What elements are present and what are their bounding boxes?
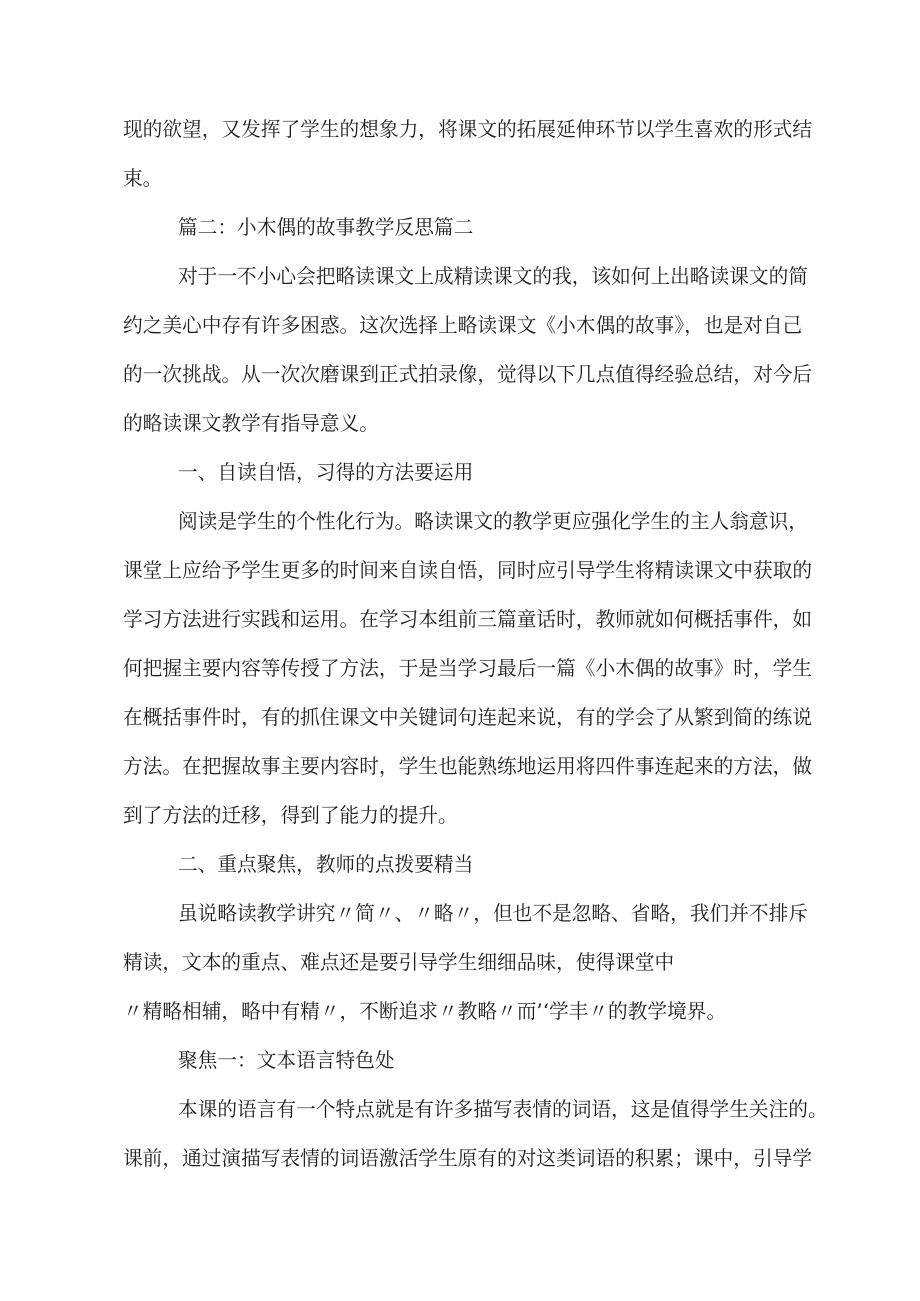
text-line: 何把握主要内容等传授了方法，于是当学习最后一篇《小木偶的故事》时，学生	[123, 657, 813, 680]
text-line: 课前，通过演描写表情的词语激活学生原有的对这类词语的积累；课中，引导学	[123, 1147, 813, 1170]
text-line: 现的欲望，又发挥了学生的想象力，将课文的拓展延伸环节以学生喜欢的形式结	[123, 118, 813, 141]
text-line-section-heading: 篇二：小木偶的故事教学反思篇二	[178, 216, 474, 239]
text-line: 学习方法进行实践和运用。在学习本组前三篇童话时，教师就如何概括事件，如	[123, 608, 813, 631]
document-text-block	[123, 105, 828, 1183]
text-line: 的一次挑战。从一次次磨课到正式拍录像，觉得以下几点值得经验总结，对今后	[123, 363, 813, 386]
text-line: 精读，文本的重点、难点还是要引导学生细细品味，使得课堂中	[123, 951, 675, 974]
text-line-subheading: 二、重点聚焦，教师的点拨要精当	[178, 853, 474, 876]
text-line: 束。	[123, 167, 163, 190]
text-line-subheading: 聚焦一：文本语言特色处	[178, 1049, 395, 1072]
text-line-subheading: 一、自读自悟，习得的方法要运用	[178, 461, 474, 484]
text-line: 〃精略相辅，略中有精〃，不断追求〃教略〃而’‘学丰〃的教学境界。	[123, 1000, 727, 1023]
text-line: 约之美心中存有许多困惑。这次选择上略读课文《小木偶的故事》，也是对自己	[123, 314, 803, 337]
text-line: 对于一不小心会把略读课文上成精读课文的我，该如何上出略读课文的简	[178, 265, 808, 288]
text-line: 课堂上应给予学生更多的时间来自读自悟，同时应引导学生将精读课文中获取的	[123, 559, 813, 582]
text-line: 到了方法的迁移，得到了能力的提升。	[123, 804, 458, 827]
text-line: 的略读课文教学有指导意义。	[123, 412, 379, 435]
text-line: 虽说略读教学讲究〃简〃、〃略〃，但也不是忽略、省略，我们并不排斥	[178, 902, 808, 925]
text-line: 本课的语言有一个特点就是有许多描写表情的词语，这是值得学生关注的。	[178, 1098, 828, 1121]
text-line: 在概括事件时，有的抓住课文中关键词句连起来说，有的学会了从繁到简的练说	[123, 706, 813, 729]
text-line: 方法。在把握故事主要内容时，学生也能熟练地运用将四件事连起来的方法，做	[123, 755, 813, 778]
text-line: 阅读是学生的个性化行为。略读课文的教学更应强化学生的主人翁意识，	[178, 510, 808, 533]
